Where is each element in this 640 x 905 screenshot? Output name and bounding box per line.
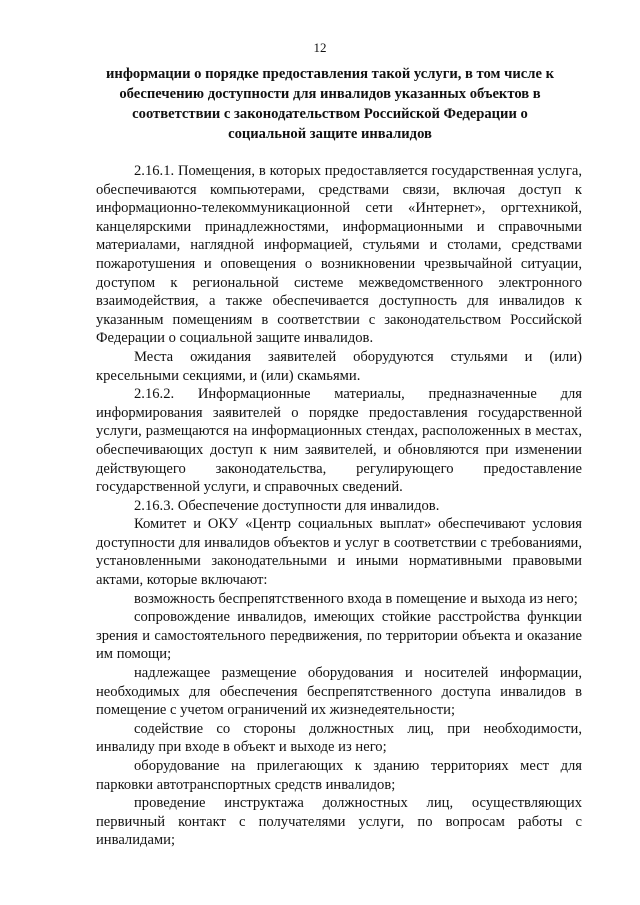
list-item-assistance: содействие со стороны должностных лиц, при необходимости, инвалиду при входе в объект и выходе из него; — [96, 720, 582, 756]
list-item-equipment: надлежащее размещение оборудования и носителей информации, необходимых для обеспечения беспрепятственного доступа инвалидов в помещение с учетом ограничений их жизнедеятельности; — [96, 665, 582, 719]
list-item-briefing: проведение инструктажа должностных лиц, осуществляющих первичный контакт с получателями услуги, по вопросам работы с инвалидами; — [96, 795, 582, 849]
section-heading: информации о порядке предоставления такой услуги, в том числе к обеспечению доступности для инвалидов указанных объектов в соответствии с законодательством Российской Федерации о социальной защите инвалидов — [106, 66, 554, 142]
paragraph-2-16-1: 2.16.1. Помещения, в которых предоставляется государственная услуга, обеспечиваются компьютерами, средствами связи, включая доступ к информационно-телекоммуникационной сети «Интернет», оргтехникой, канцелярскими принадлежностями, информационными и справочными материалами, наглядной информацией, стульями и столами, средствами пожаротушения и оповещения о возникновении чрезвычайной ситуации, доступом к региональной системе межведомственного электронного взаимодействия, а также обеспечивается доступность для инвалидов к указанным помещениям в соответствии с законодательством Российской Федерации о социальной защите инвалидов. — [96, 163, 582, 347]
paragraph-waiting-areas: Места ожидания заявителей оборудуются стульями и (или) кресельными секциями, и (или) скамьями. — [96, 348, 582, 384]
paragraph-committee: Комитет и ОКУ «Центр социальных выплат» обеспечивают условия доступности для инвалидов объектов и услуг в соответствии с требованиями, установленными законодательными и иными нормативными правовыми актами, которые включают: — [96, 516, 582, 589]
list-item-parking: оборудование на прилегающих к зданию территориях мест для парковки автотранспортных средств инвалидов; — [96, 758, 582, 793]
page-number: 12 — [313, 40, 327, 55]
list-item-escort: сопровождение инвалидов, имеющих стойкие расстройства функции зрения и самостоятельного передвижения, по территории объекта и оказание им помощи; — [96, 609, 582, 663]
paragraph-2-16-2: 2.16.2. Информационные материалы, предназначенные для информирования заявителей о порядке предоставления государственной услуги, размещаются на информационных стендах, расположенных в местах, обеспечивающих доступ к ним заявителей, и обновляются при изменении действующего законодательства, регулирующего предоставление государственной услуги, и справочных сведений. — [96, 386, 582, 496]
list-item-entrance: возможность беспрепятственного входа в помещение и выхода из него; — [134, 590, 578, 607]
document-body — [96, 162, 582, 850]
paragraph-2-16-3: 2.16.3. Обеспечение доступности для инвалидов. — [134, 497, 440, 514]
